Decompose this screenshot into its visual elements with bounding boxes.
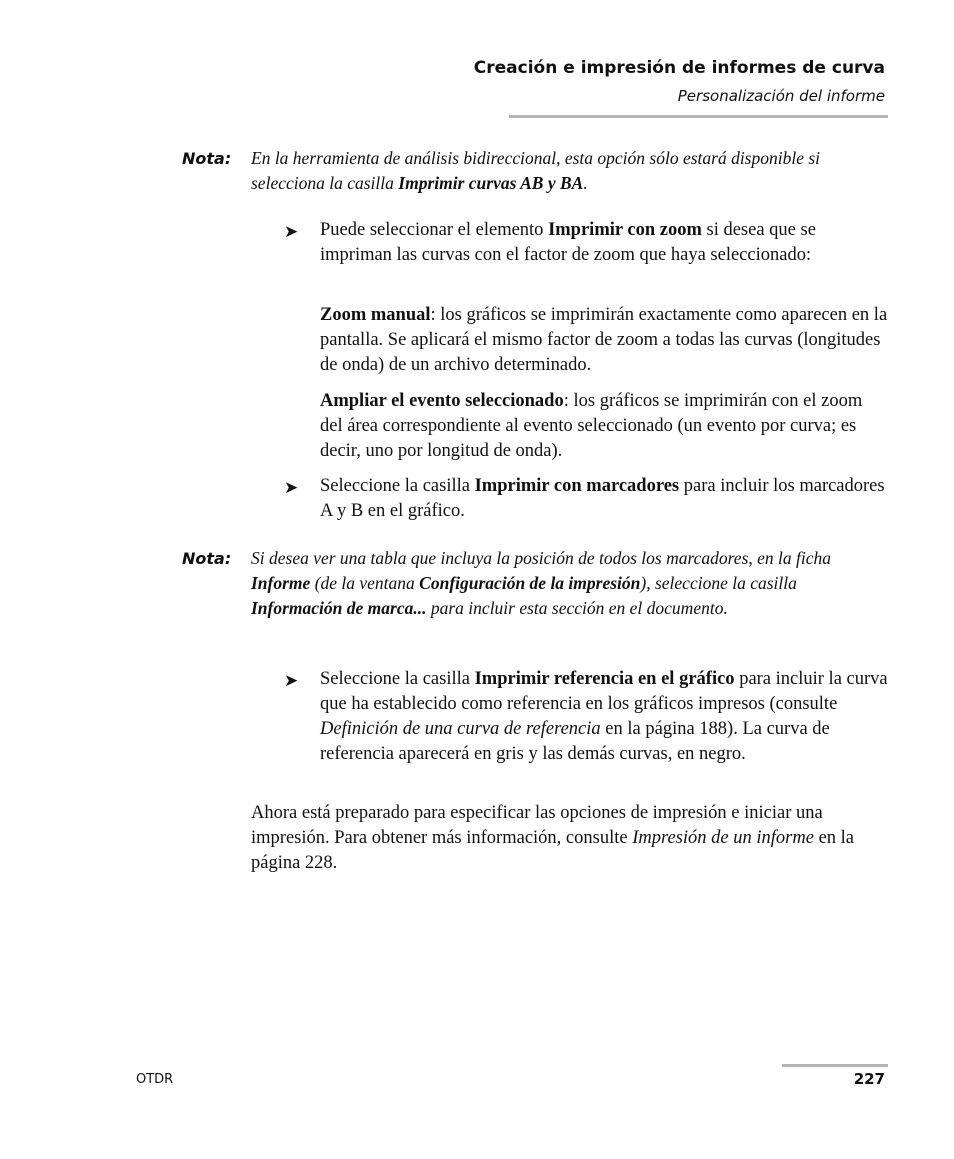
bullet-text: Seleccione la casilla Imprimir referencia en el gráfico para incluir la curva que ha establecido como referencia en los gráficos impresos (consulte Definición de una curva de referencia en la página 188). La curva de referencia aparecerá en gris y las demás curvas, en negro. [320,669,888,764]
bullet-arrow-icon: ➤ [284,478,299,497]
bullet-print-zoom [284,218,888,268]
note-label: Nota: [182,149,232,168]
bullet-print-reference [284,667,888,767]
footer-rule [782,1064,888,1067]
footer-product: OTDR [136,1072,174,1087]
bullet-arrow-icon: ➤ [284,222,299,241]
bullet-text: Puede seleccionar el elemento Imprimir con zoom si desea que se impriman las curvas con el factor de zoom que haya seleccionado: [320,220,816,265]
note-label: Nota: [182,549,232,568]
note-bidirectional [182,146,872,196]
bullet-text: Seleccione la casilla Imprimir con marcadores para incluir los marcadores A y B en el gráfico. [320,476,885,521]
header-rule [509,115,888,118]
bullet-arrow-icon: ➤ [284,671,299,690]
note-text: Si desea ver una tabla que incluya la posición de todos los marcadores, en la ficha Informe (de la ventana Configuración de la impresión), seleccione la casilla Información de marca... para incluir esta sección en el documento. [251,548,832,618]
bullet-print-markers [284,474,888,524]
closing-paragraph: Ahora está preparado para especificar las opciones de impresión e iniciar una impresión. Para obtener más información, consulte Impresión de un informe en la página 228. [251,803,854,873]
running-header-title: Creación e impresión de informes de curva [473,58,885,78]
note-marker-table [182,546,872,621]
running-header-subtitle: Personalización del informe [677,87,885,105]
page-number: 227 [853,1070,885,1088]
zoom-manual-paragraph: Zoom manual: los gráficos se imprimirán exactamente como aparecen en la pantalla. Se aplicará el mismo factor de zoom a todas las curvas (longitudes de onda) de un archivo determinado. [320,305,888,375]
ampliar-evento-paragraph: Ampliar el evento seleccionado: los gráficos se imprimirán con el zoom del área correspondiente al evento seleccionado (un evento por curva; es decir, uno por longitud de onda). [320,391,863,461]
note-text: En la herramienta de análisis bidireccional, esta opción sólo estará disponible si selecciona la casilla Imprimir curvas AB y BA. [251,148,821,193]
